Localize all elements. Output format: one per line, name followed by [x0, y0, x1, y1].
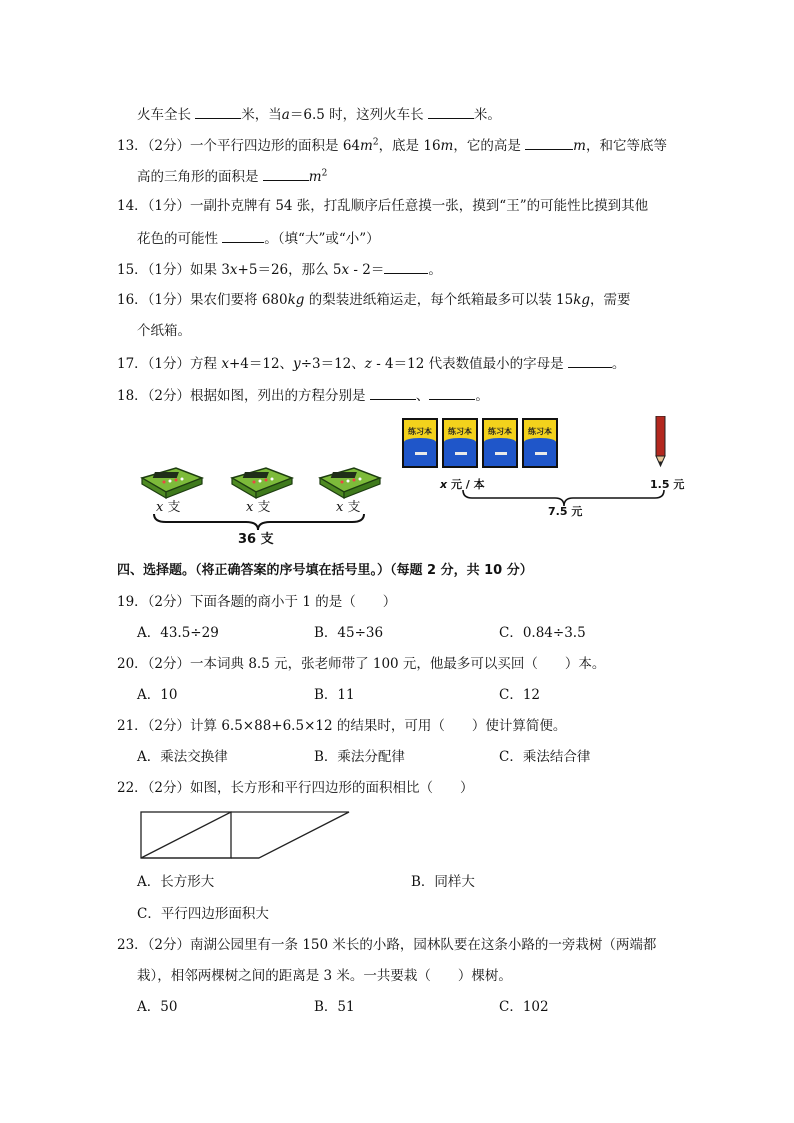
calculator-icon — [142, 468, 202, 498]
calc-label: x 支 — [336, 500, 361, 515]
question-13-line2: 高的三角形的面积是 $m^2$ — [137, 166, 327, 186]
option-a[interactable]: A．43.5÷29 — [137, 625, 219, 641]
option-b[interactable]: B．同样大 — [411, 874, 475, 890]
answer-blank[interactable] — [195, 104, 241, 119]
question-16: 16．（1分）果农们要将 680kg 的梨装进纸箱运走，每个纸箱最多可以装 15kg，需要 — [117, 292, 631, 308]
option-a[interactable]: A．10 — [137, 687, 178, 703]
question-15: 15．（1分）如果 3x+5＝26，那么 5x - 2＝ 。 — [117, 259, 442, 279]
option-b[interactable]: B．11 — [314, 687, 355, 703]
q12-continuation: 火车全长 米，当a＝6.5 时，这列火车长 米。 — [137, 104, 501, 124]
calculator-icon — [232, 468, 292, 498]
question-14: 14．（1分）一副扑克牌有 54 张，打乱顺序后任意摸一张，摸到“王”的可能性比摸到其他 — [117, 198, 649, 214]
option-c[interactable]: C．乘法结合律 — [499, 749, 591, 765]
option-c[interactable]: C．0.84÷3.5 — [499, 625, 586, 641]
exercise-book-icon: 练习本 — [402, 418, 438, 468]
option-c[interactable]: C．102 — [499, 999, 549, 1015]
question-13: 13．（2分）一个平行四边形的面积是 $64m^2$，底是 16m，它的高是 m，和它等底等 — [117, 135, 667, 155]
option-b[interactable]: B．51 — [314, 999, 355, 1015]
question-23: 23．（2分）南湖公园里有一条 150 米长的小路，园林队要在这条小路的一旁栽树（两端都 — [117, 937, 657, 953]
exercise-book-icon: 练习本 — [482, 418, 518, 468]
question-14-line2: 花色的可能性 。（填“大”或“小”） — [137, 228, 380, 248]
total-price-label: 7.5 元 — [548, 505, 583, 518]
question-22: 22．（2分）如图，长方形和平行四边形的面积相比（ ） — [117, 780, 474, 796]
parallelogram-shape — [141, 812, 349, 858]
pencil-and-brace — [400, 416, 690, 521]
option-b[interactable]: B．乘法分配律 — [314, 749, 405, 765]
section-4-title: 四、选择题。（将正确答案的序号填在括号里。）（每题 2 分，共 10 分） — [117, 563, 533, 578]
pencil-price-label: 1.5 元 — [650, 478, 685, 491]
answer-blank[interactable] — [429, 385, 475, 400]
option-a[interactable]: A．长方形大 — [137, 874, 215, 890]
option-a[interactable]: A．乘法交换律 — [137, 749, 228, 765]
question-18: 18．（2分）根据如图，列出的方程分别是 、 。 — [117, 385, 489, 405]
books-figure — [400, 416, 690, 521]
answer-blank[interactable] — [222, 228, 264, 243]
calc-label: x 支 — [246, 500, 271, 515]
exercise-book-icon: 练习本 — [442, 418, 478, 468]
option-c[interactable]: C．12 — [499, 687, 541, 703]
calculator-icon — [320, 468, 380, 498]
option-c[interactable]: C．平行四边形面积大 — [137, 906, 269, 922]
answer-blank[interactable] — [525, 135, 573, 150]
question-21: 21．（2分）计算 6.5×88+6.5×12 的结果时，可用（ ）使计算简便。 — [117, 718, 567, 734]
question-23-line2: 栽），相邻两棵树之间的距离是 3 米。一共要栽（ ）棵树。 — [137, 968, 512, 984]
answer-blank[interactable] — [370, 385, 416, 400]
answer-blank[interactable] — [428, 104, 474, 119]
option-b[interactable]: B．45÷36 — [314, 625, 384, 641]
calculator-figure — [136, 458, 396, 548]
question-16-line2: 个纸箱。 — [137, 323, 191, 339]
book-price-label: x 元 / 本 — [440, 478, 485, 491]
question-20: 20．（2分）一本词典 8.5 元，张老师带了 100 元，他最多可以买回（ ）本。 — [117, 656, 606, 672]
answer-blank[interactable] — [568, 353, 612, 368]
question-17: 17．（1分）方程 x+4＝12、y÷3＝12、z - 4＝12 代表数值最小的字母是 。 — [117, 353, 625, 373]
answer-blank[interactable] — [384, 259, 428, 274]
rectangle-parallelogram-figure — [136, 808, 356, 868]
calc-total-label: 36 支 — [238, 532, 274, 547]
calc-label: x 支 — [156, 500, 181, 515]
pencil-icon — [656, 416, 665, 466]
exercise-book-icon: 练习本 — [522, 418, 558, 468]
question-19: 19．（2分）下面各题的商小于 1 的是（ ） — [117, 594, 397, 610]
option-a[interactable]: A．50 — [137, 999, 178, 1015]
answer-blank[interactable] — [263, 166, 309, 181]
